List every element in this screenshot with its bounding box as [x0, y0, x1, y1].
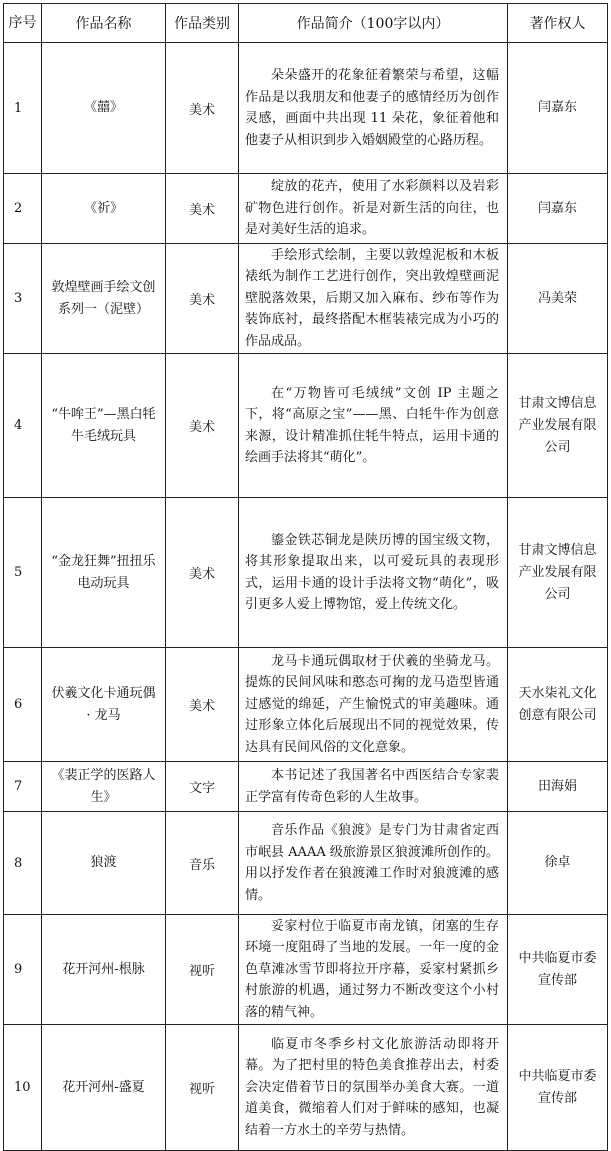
table-row	[4, 43, 608, 174]
row-owner: 田海娟	[508, 762, 608, 812]
row-name: 花开河州-盛夏	[42, 1025, 166, 1151]
row-name: 敦煌壁画手绘文创系列一（泥壁）	[42, 244, 166, 354]
header-seq: 序号	[4, 4, 42, 43]
row-owner: 闫嘉东	[508, 43, 608, 174]
row-name: 花开河州-根脉	[42, 915, 166, 1025]
works-table	[3, 3, 608, 1151]
row-name: 《裴正学的医路人生》	[42, 762, 166, 812]
row-category: 美术	[166, 43, 239, 174]
row-name: 伏羲文化卡通玩偶 · 龙马	[42, 648, 166, 762]
row-intro: 妥家村位于临夏市南龙镇，闭塞的生存环境一度阻碍了当地的发展。一年一度的金色草滩冰雪节即将拉开序幕，妥家村紧抓乡村旅游的机遇，通过努力不断改变这个小村落的精气神。	[239, 915, 508, 1025]
table-row	[4, 174, 608, 244]
row-seq: 3	[4, 244, 42, 354]
row-seq: 7	[4, 762, 42, 812]
row-intro: 临夏市冬季乡村文化旅游活动即将开幕。为了把村里的特色美食推荐出去，村委会决定借着节日的氛围举办美食大赛。一道道美食，微缩着人们对于鲜味的感知，也凝结着一方水土的辛劳与热情。	[239, 1025, 508, 1151]
table-row	[4, 648, 608, 762]
row-intro: 朵朵盛开的花象征着繁荣与希望，这幅作品是以我朋友和他妻子的感情经历为创作灵感，画面中共出现 11 朵花，象征着他和他妻子从相识到步入婚姻殿堂的心路历程。	[239, 43, 508, 174]
row-seq: 8	[4, 812, 42, 915]
row-category: 美术	[166, 244, 239, 354]
header-row	[4, 4, 608, 43]
row-category: 美术	[166, 174, 239, 244]
table-row	[4, 244, 608, 354]
table-row	[4, 812, 608, 915]
row-seq: 5	[4, 498, 42, 648]
row-seq: 1	[4, 43, 42, 174]
row-owner: 天水柒礼文化创意有限公司	[508, 648, 608, 762]
header-owner: 著作权人	[508, 4, 608, 43]
row-category: 视听	[166, 915, 239, 1025]
row-owner: 闫嘉东	[508, 174, 608, 244]
row-seq: 9	[4, 915, 42, 1025]
row-intro: 在“万物皆可毛绒绒”文创 IP 主题之下，将“高原之宝”——黑、白牦牛作为创意来源，设计精准抓住牦牛特点，运用卡通的绘画手法将其“萌化”。	[239, 354, 508, 498]
row-intro: 龙马卡通玩偶取材于伏羲的坐骑龙马。提炼的民间风味和憨态可掬的龙马造型皆通过感觉的绵延，产生愉悦式的审美趣味。通过形象立体化后展现出不同的视觉效果，传达具有民间风俗的文化意象。	[239, 648, 508, 762]
table-row	[4, 498, 608, 648]
row-category: 视听	[166, 1025, 239, 1151]
row-name: 《祈》	[42, 174, 166, 244]
row-name: 狼渡	[42, 812, 166, 915]
table-row	[4, 354, 608, 498]
row-intro: 手绘形式绘制，主要以敦煌泥板和木板裱纸为制作工艺进行创作，突出敦煌壁画泥壁脱落效果，后期又加入麻布、纱布等作为装饰底衬，最终搭配木框装裱完成为小巧的作品成品。	[239, 244, 508, 354]
row-owner: 徐卓	[508, 812, 608, 915]
row-seq: 10	[4, 1025, 42, 1151]
row-category: 美术	[166, 354, 239, 498]
row-name: “金龙狂舞”扭扭乐电动玩具	[42, 498, 166, 648]
row-category: 美术	[166, 648, 239, 762]
header-intro: 作品简介（100字以内）	[239, 4, 508, 43]
row-name: “牛哞王”—黑白牦牛毛绒玩具	[42, 354, 166, 498]
row-seq: 4	[4, 354, 42, 498]
row-owner: 中共临夏市委宣传部	[508, 915, 608, 1025]
row-seq: 6	[4, 648, 42, 762]
row-owner: 甘肃文博信息产业发展有限公司	[508, 498, 608, 648]
table-row	[4, 762, 608, 812]
row-category: 美术	[166, 498, 239, 648]
row-owner: 甘肃文博信息产业发展有限公司	[508, 354, 608, 498]
row-category: 音乐	[166, 812, 239, 915]
row-owner: 冯美荣	[508, 244, 608, 354]
row-intro: 绽放的花卉，使用了水彩颜料以及岩彩矿物色进行创作。祈是对新生活的向往，也是对美好生活的追求。	[239, 174, 508, 244]
header-category: 作品类别	[166, 4, 239, 43]
header-name: 作品名称	[42, 4, 166, 43]
table-row	[4, 915, 608, 1025]
table-row	[4, 1025, 608, 1151]
row-intro: 本书记述了我国著名中西医结合专家裴正学富有传奇色彩的人生故事。	[239, 762, 508, 812]
row-seq: 2	[4, 174, 42, 244]
row-intro: 鎏金铁芯铜龙是陕历博的国宝级文物，将其形象提取出来，以可爱玩具的表现形式，运用卡通的设计手法将文物“萌化”，吸引更多人爱上博物馆，爱上传统文化。	[239, 498, 508, 648]
row-name: 《囍》	[42, 43, 166, 174]
row-category: 文字	[166, 762, 239, 812]
row-intro: 音乐作品《狼渡》是专门为甘肃省定西市岷县 AAAA 级旅游景区狼渡滩所创作的。用以抒发作者在狼渡滩工作时对狼渡滩的感情。	[239, 812, 508, 915]
row-owner: 中共临夏市委宣传部	[508, 1025, 608, 1151]
